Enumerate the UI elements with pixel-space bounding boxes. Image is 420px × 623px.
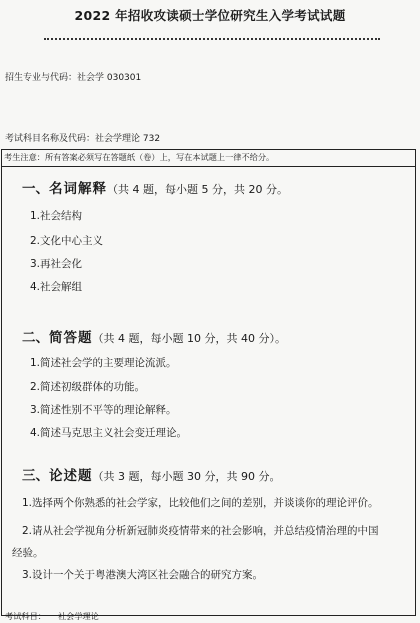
question-item: 3.简述性别不平等的理论解释。: [30, 404, 177, 416]
question-item: 1.简述社会学的主要理论流派。: [30, 357, 177, 369]
section-desc: （共 4 题，每小题 5 分，共 20 分。: [107, 183, 288, 196]
question-item: 1.选择两个你熟悉的社会学家，比较他们之间的差别，并谈谈你的理论评价。: [22, 497, 379, 509]
section-title-2: [22, 326, 286, 346]
footer-subject: [5, 611, 99, 622]
question-item: 1.社会结构: [30, 210, 83, 222]
section-name: 简答题: [49, 330, 93, 346]
section-desc: （共 3 题，每小题 30 分，共 90 分。: [92, 470, 281, 483]
notice-divider: [1, 166, 416, 167]
question-item: 4.简述马克思主义社会变迁理论。: [30, 427, 188, 439]
candidate-notice: 考生注意：所有答案必须写在答题纸（卷）上，写在本试题上一律不给分。: [4, 152, 275, 162]
subject-code: 考试科目名称及代码：社会学理论 732: [5, 134, 161, 144]
section-number: 一、: [22, 181, 49, 197]
footer-value: 社会学理论: [57, 611, 99, 621]
question-item: 4.社会解组: [30, 281, 83, 293]
dotted-divider: [44, 38, 380, 40]
question-item: 2.请从社会学视角分析新冠肺炎疫情带来的社会影响，并总结疫情治理的中国: [22, 525, 379, 537]
section-number: 二、: [22, 330, 49, 346]
footer-label: 考试科目：: [5, 611, 46, 621]
question-item: 2.简述初级群体的功能。: [30, 381, 146, 393]
section-desc: （共 4 题，每小题 10 分，共 40 分）。: [92, 332, 286, 345]
question-item: 3.再社会化: [30, 258, 83, 270]
question-item: 2.文化中心主义: [30, 235, 104, 247]
section-name: 名词解释: [49, 181, 107, 197]
question-item-continued: 经验。: [12, 547, 44, 559]
section-name: 论述题: [49, 468, 93, 484]
section-title-1: [22, 177, 288, 197]
major-code: 招生专业与代码：社会学 030301: [5, 73, 142, 83]
question-item: 3.设计一个关于粤港澳大湾区社会融合的研究方案。: [22, 569, 264, 581]
section-title-3: [22, 464, 280, 484]
section-number: 三、: [22, 468, 49, 484]
page-title: 2022 年招收攻读硕士学位研究生入学考试试题: [74, 8, 346, 23]
